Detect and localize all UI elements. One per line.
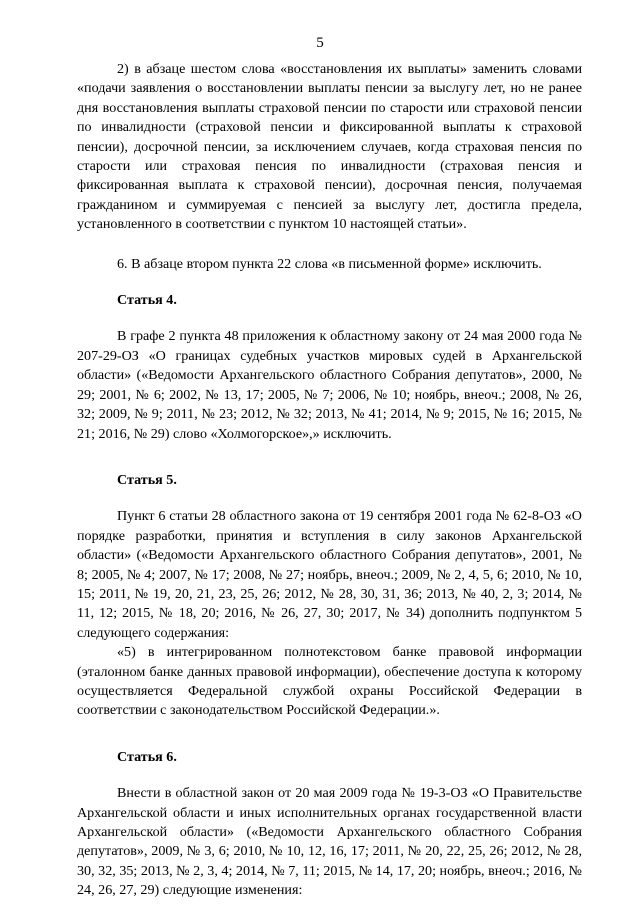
paragraph-article-5: Пункт 6 статьи 28 областного закона от 19 сентября 2001 года № 62-8-ОЗ «О порядке разработки, принятия и вступления в силу законов Архангельской области» («Ведомости Архангельского областного Собрания депутатов», 2001, № 8; 2005, № 4; 2007, № 17; 2008, № 27; ноябрь, внеоч.; 2009, № 2, 4, 5, 6; 2010, № 10, 15; 2011, № 19, 20, 21, 23, 25, 26; 2012, № 28, 30, 31, 36; 2013, № 40, 2, 3; 2014, № 11, 12; 2015, № 18, 20; 2016, № 26, 27, 30; 2017, № 34) дополнить подпунктом 5 следующего содержания: [77, 508, 582, 641]
heading-article-4: Статья 4. [117, 292, 177, 309]
heading-article-5: Статья 5. [117, 471, 177, 488]
paragraph-pension-amendment: 2) в абзаце шестом слова «восстановления их выплаты» заменить словами «подачи заявления о восстановлении выплаты пенсии за выслугу лет, но не ранее дня восстановления выплаты страховой пенсии по старости или страховой пенсии по инвалидности (страховой пенсии и фиксированной выплаты к страховой пенсии), досрочной пенсии, за исключением случаев, когда страховая пенсия по старости или страховая пенсия по инвалидности (страховая пенсия и фиксированная выплата к страховой пенсии), досрочная пенсия, получаемая гражданином и суммируемая с пенсией за выслугу лет, достигла предела, установленного в соответствии с пунктом 10 настоящей статьи». [77, 61, 582, 233]
heading-article-6: Статья 6. [117, 748, 177, 765]
paragraph-item-6: 6. В абзаце втором пункта 22 слова «в письменной форме» исключить. [117, 255, 542, 272]
paragraph-article-6: Внести в областной закон от 20 мая 2009 года № 19-3-ОЗ «О Правительстве Архангельской области и иных исполнительных органах государственной власти Архангельской области» («Ведомости Архангельского областного Собрания депутатов», 2009, № 3, 6; 2010, № 10, 12, 16, 17; 2011, № 20, 22, 25, 26; 2012, № 28, 30, 32, 35; 2013, № 2, 3, 4; 2014, № 7, 11; 2015, № 14, 17, 20; ноябрь, внеоч.; 2016, № 24, 26, 27, 29) следующие изменения: [77, 785, 582, 899]
document-body [77, 60, 582, 901]
paragraph-subitem-5: «5) в интегрированном полнотекстовом банке правовой информации (эталонном банке данных правовой информации), обеспечение доступа к которому осуществляется Федеральной службой охраны Российской Федерации в соответствии с законодательством Российской Федерации.». [77, 644, 582, 719]
page-number: 5 [316, 35, 324, 51]
paragraph-article-4: В графе 2 пункта 48 приложения к областному закону от 24 мая 2000 года № 207-29-ОЗ «О границах судебных участков мировых судей в Архангельской области» («Ведомости Архангельского областного Собрания депутатов», 2000, № 29; 2001, № 6; 2002, № 13, 17; 2005, № 7; 2006, № 10; ноябрь, внеоч.; 2008, № 26, 32; 2009, № 9; 2011, № 23; 2012, № 32; 2013, № 41; 2014, № 9; 2015, № 16; 2015, № 21; 2016, № 29) слово «Холмогорское»,» исключить. [77, 328, 582, 442]
